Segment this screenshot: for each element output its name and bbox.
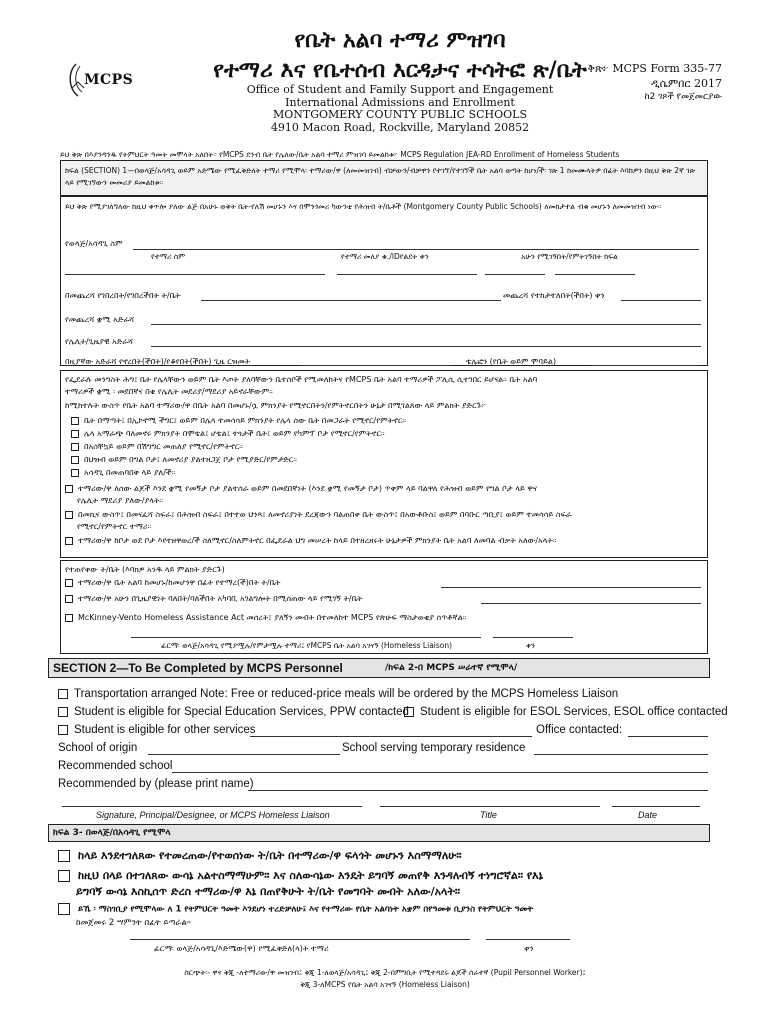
- understand-label: ይኼ ፡ ማስገቢያ የሚሞላው ለ 1 የትምህርት ዓመት እንደሆነ ተረድቻለሁ፤ እና የተማሪው የቤት አልባነት አቋም በየዓመቱ ቢያንስ የትምህርት ዓመት: [78, 904, 534, 915]
- sped-label: Student is eligible for Special Education Services, PPW contacted: [74, 706, 409, 718]
- section2-signature-label: Signature, Principal/Designee, or MCPS Homeless Liaison: [96, 810, 330, 820]
- parent-name-label: የወላጅ/አሳዳጊ ስም: [65, 239, 123, 248]
- extra-label: በመኪና ውስጥ፤ በመናፈሻ ስፍራ፤ በሕዝብ ስፍራ፤ በተተወ ህንጻ፤ ለመኖሪያነት ደረጃውን ባልጠበቀ ቤት ውስጥ፤ በአውቶቡስ፤ ወይም በባቡር ጣቢያ፤ ወይም ተመሳሳይ ስፍራ: [78, 510, 572, 519]
- situation-item[interactable]: [71, 468, 175, 478]
- situation-item[interactable]: [71, 416, 406, 426]
- section1-situations-box: [60, 370, 708, 558]
- disagree-item[interactable]: [58, 869, 543, 883]
- last-date-label: መጨረሻ የተከታተለበት(ችበት) ቀን: [503, 291, 605, 300]
- esol-label: Student is eligible for ESOL Services, ESOL office contacted: [420, 706, 728, 718]
- temp-address-field[interactable]: [151, 346, 701, 347]
- office-line: MONTGOMERY COUNTY PUBLIC SCHOOLS: [272, 108, 527, 121]
- current-school-intro: የተጠየቀው ት/ቤት (እባክዎ አንዱ ላይ ምልክት ያድርጉ): [65, 565, 225, 574]
- extra-label: ተማሪው/ዋ ከቦታ ወደ ቦታ እየተዘዋወረ/ች ስለሚኖር/ስለምትኖር በፌደራል ህግ መሠረት ከላይ በተዘረዘሩት ሁኔታዎች ምክንያት ቤት አልባ ለመባል ብቃት አለው/አላት።: [78, 536, 557, 545]
- extra-item[interactable]: [65, 510, 572, 520]
- last-date-field[interactable]: [621, 300, 701, 301]
- student-name-label: የተማሪ ስም: [151, 252, 186, 261]
- section3-date-field[interactable]: [486, 939, 570, 940]
- phone-field[interactable]: [591, 365, 701, 366]
- checkbox[interactable]: [71, 430, 79, 438]
- section2-header-box: [48, 658, 710, 678]
- section2-date-field[interactable]: [612, 806, 700, 807]
- checkbox[interactable]: [58, 903, 70, 915]
- recommended-by-field[interactable]: [248, 790, 708, 791]
- checkbox[interactable]: [65, 579, 73, 587]
- school-option-label: ተማሪው/ዋ ቤት አልባ ከመሆኑ/ከመሆንዋ በፊት የተማረ(ች)በት ት/ቤት: [78, 578, 281, 587]
- section1-header-box: [60, 160, 708, 196]
- recommended-school-field[interactable]: [172, 772, 708, 773]
- school-origin-label: School of origin: [58, 742, 138, 754]
- recommended-school-label: Recommended school: [58, 760, 173, 772]
- section2-header: SECTION 2—To Be Completed by MCPS Personnel: [53, 661, 343, 675]
- checkbox[interactable]: [71, 443, 79, 451]
- checkbox[interactable]: [58, 850, 70, 862]
- section3-signature-label: ፊርማ፡ ወላጅ/አሳዳጊ/እድሜው(ዋ) የሚፈቅድለ(ላ)ት ተማሪ: [154, 944, 329, 953]
- section2-header-am: /ክፍል 2-በ MCPS ሠራተኛ የሚሞላ/: [385, 663, 518, 673]
- duration-label: በዚያኛው አድራሻ የኖረበት(ችበት)/የቆየበት(ችበት) ጊዜ ርዝመት: [65, 357, 250, 366]
- situation-label: ቤት በማጣት፤ በኢኮኖሚ ችግር፤ ወይም በሌላ ተመሳሳይ ምክንያት የሌላ ሰው ቤት በመጋራት የሚኖር/የምትኖር።: [84, 416, 407, 425]
- situation-label: በህዝብ ወይም በግል ቦታ፤ ለመኖሪያ ያልተዘጋጀ ቦታ የሚያድር/የምታድር።: [84, 455, 298, 464]
- situation-label: ሌላ አማራጭ ባለመኖሩ ምክንያት በሞቴል፤ ሆቴል፤ ተጎታች ቤት፤ ወይም የካምፕ ቦታ የሚኖር/የምትኖር።: [84, 429, 385, 438]
- last-school-field[interactable]: [201, 300, 501, 301]
- checkbox[interactable]: [58, 707, 68, 717]
- school-temp-field[interactable]: [534, 754, 708, 755]
- school-option-label: ተማሪው/ዋ አሁን በጊዜያዊነት ባለበት/ባለችበት አካባቢ አገልግሎት በሚሰጠው ላይ የሚገኝ ት/ቤት: [78, 594, 363, 603]
- office-contacted-label: Office contacted:: [536, 724, 623, 736]
- check-intro: ከሚከተሉት ውስጥ የቤት አልባ ተማሪው/ዋ በቤት አልባ በመሆኑ/ሷ ምክንያት የሚኖርበትን/የምትኖርበትን ሁኔታ በሚገልጸው ላይ ምልክት ያድርጉ፦: [65, 401, 486, 410]
- situation-label: አሳዳጊ በመጠባበቅ ላይ ያለ/ች።: [84, 468, 176, 477]
- disagree-continued: ይግባኝ ውሳኔ እስኪሰጥ ድረስ ተማሪው/ዋ እኔ በጠየቅሁት ት/ቤት የመግባት መብት አለው/አላት።: [76, 885, 461, 898]
- transport-label: Transportation arranged Note: Free or reduced-price meals will be ordered by the MCPS Homeless Liaison: [74, 688, 619, 700]
- school-option-label: McKinney-Vento Homeless Assistance Act መሰረት፤ ያለኝን መብት በተመለከተ MCPS የጽሁፍ ማስታወቂያ ሰጥቶኛል።: [78, 613, 467, 622]
- birth-date-field[interactable]: [485, 274, 545, 275]
- school-option[interactable]: [65, 613, 466, 623]
- understand-item[interactable]: [58, 903, 533, 915]
- checkbox[interactable]: [71, 456, 79, 464]
- section1-signature-label: ፊርማ፡ ወላጅ/አሳዳጊ የሚያሟሉ/የምታሟሉ ተማሪ፤ የMCPS ቤት አልባ አገናኝ (Homeless Liaison): [161, 641, 453, 650]
- section2-title-field[interactable]: [380, 806, 600, 807]
- section1-signature-field[interactable]: [131, 637, 481, 638]
- extra-continued: የሚኖር/የምትኖር ተማሪ።: [77, 522, 152, 531]
- disagree-label: ከዚህ በላይ በተገለጸው ውሳኔ አልተስማማሁም። እና ስለውሳኔው እንዴት ይግባኝ መጠየቅ እንዳለብኝ ተነግሮኛል። የእኔ: [78, 869, 544, 882]
- office-line: International Admissions and Enrollment: [285, 95, 515, 109]
- last-school-label: በመጨረሻ የገበረበት/የገበረችበት ት/ቤት: [65, 291, 181, 300]
- section3-header: ክፍል 3- በወላጅ/በአሳዳጊ የሚሞላ: [53, 828, 171, 838]
- phone-label: ቴሌፎን (የቤት ወይም ሞባይል): [466, 357, 557, 366]
- school-origin-field[interactable]: [148, 754, 340, 755]
- school-temp-label: School serving temporary residence: [342, 742, 526, 754]
- school-option[interactable]: [65, 594, 362, 604]
- checkbox[interactable]: [71, 417, 79, 425]
- current-grade-label: አሁን የሚገኝበት/የምትገኝበት ክፍል: [521, 252, 618, 261]
- section3-header-box: [48, 824, 710, 842]
- agree-item[interactable]: [58, 849, 462, 863]
- extra-item[interactable]: [65, 484, 537, 494]
- form-number: ቅጽ፦ MCPS Form 335-77: [587, 62, 722, 75]
- mcps-logo: [58, 58, 134, 100]
- transport-item[interactable]: [58, 688, 618, 700]
- section1-header: ክፍል (SECTION) 1—በወላጅ/አሳዳጊ ወይም አድሜው የሚፈቅድለት ተማሪ የሚሞላ፡ ተማሪው/ዋ (ለመመዝገብ) ብቻውን/ብቻዋን የተገኘ/የተገኘች ቤት አልባ ወጣት ከሆነ/ች፡ ገጽ 1 ከመሙላትዎ በፊት እባክዎን በዚህ ቅጽ 2ኛ ገጽ ላይ የሚገኘውን መመሪያ ይመልከቱ።: [65, 166, 696, 187]
- intro-text: ይህ ቅጽ በእያንዳንዱ የትምህርት ዓመት መሞላት አለበት። የMCPS ደንብ ቤት የሌለው/ቤት አልባ ተማሪ ምዝገባ ይመልከቱ፦ MCPS Regulation JEA-RD Enrollment of Homeless Students: [60, 150, 620, 159]
- checkbox[interactable]: [65, 614, 73, 622]
- last-address-label: የመጨረሻ ቋሚ አድራሻ: [65, 315, 135, 324]
- situation-label: በአስቸኳይ ወይም በሽግግር መጠለያ የሚኖር/የምትኖር።: [84, 442, 244, 451]
- section1-school-box: [60, 560, 708, 654]
- office-contacted-field[interactable]: [628, 736, 708, 737]
- checkbox[interactable]: [65, 485, 73, 493]
- school-option[interactable]: [65, 578, 280, 588]
- distribution-line: ስርጭት፡- ዋና ቅጂ -ለተማሪው/ዋ መዝገብ፤ ቅጂ 1-ለወላጅ/አሳዳጊ፤ ቅጂ 2-በምግቢት የሚተዳደሩ ልጆች ሰራተኛ (Pupil Personnel Worker)፤: [184, 968, 586, 977]
- section1-fields-box: [60, 196, 708, 366]
- other-services-label: Student is eligible for other services: [74, 724, 256, 736]
- logo-text: MCPS: [84, 72, 134, 88]
- office-address: [200, 84, 600, 134]
- section3-signature-field[interactable]: [130, 939, 470, 940]
- checkbox[interactable]: [58, 725, 68, 735]
- situation-item[interactable]: [71, 455, 297, 465]
- page-subtitle: የተማሪ እና የቤተሰብ እርዳታና ተሳትፎ ጽ/ቤት: [213, 58, 587, 83]
- situation-item[interactable]: [71, 429, 385, 439]
- section1-date-label: ቀን: [526, 641, 535, 650]
- checkbox[interactable]: [71, 469, 79, 477]
- sped-item[interactable]: [58, 706, 409, 718]
- duration-field[interactable]: [301, 365, 451, 366]
- form-date: ዲሴምበር 2017: [650, 77, 722, 90]
- other-services-field[interactable]: [250, 736, 532, 737]
- section1-date-field[interactable]: [493, 637, 573, 638]
- recommended-by-label: Recommended by (please print name): [58, 778, 254, 790]
- understand-continued: ከመጀመሩ 2 ሣምንት በፊት ይጣራል።: [76, 918, 191, 928]
- form-pages: ከ2 ገጾች የመጀመርያው: [644, 92, 722, 102]
- checkbox[interactable]: [65, 595, 73, 603]
- checkbox[interactable]: [58, 689, 68, 699]
- page-title: የቤት አልባ ተማሪ ምዝገባ: [294, 28, 506, 53]
- checkbox[interactable]: [58, 870, 70, 882]
- law-text: የፌደራሉ መንግስት ሕግ፤ ቤት የሌላቸውን ወይም ቤት እጦት ያለባቸውን ቤተሰቦች የሚመለከትና የMCPS ቤት አልባ ተማሪዎች ፖሊሲ ሲተገበር ይሆናል። ቤት አልባ: [65, 375, 538, 384]
- law-text: ተማሪዎች ቋሚ ፡ መደበኛና በቂ የሌሊት መደሪያ/ማደሪያ አይኖራቸውም።: [65, 387, 273, 396]
- section2-signature-field[interactable]: [62, 806, 362, 807]
- extra-continued: የሌሊት ማደሪያ ያለው/ያላት።: [77, 496, 164, 505]
- checkbox[interactable]: [404, 707, 414, 717]
- extra-label: ተማሪው/ዋ ለሰው ልጆች እንደ ቋሚ የመኝታ ቦታ ያልተሰራ ወይም በመደበኛነት (እንደ ቋሚ የመኝታ ቦታ) ጥቅም ላይ ባልዋለ የሕዝብ ወይም የግል ቦታ ላይ ዋና: [78, 484, 538, 493]
- checkbox[interactable]: [65, 537, 73, 545]
- grade-field[interactable]: [555, 274, 635, 275]
- office-line: 4910 Macon Road, Rockville, Maryland 20852: [270, 120, 530, 134]
- school-option-field[interactable]: [441, 587, 701, 588]
- section2-date-label: Date: [638, 810, 658, 820]
- temp-address-label: የሌሊት/ጊዜያዊ አድራሻ: [65, 337, 134, 346]
- parent-name-field[interactable]: [133, 249, 699, 250]
- situation-item[interactable]: [71, 442, 243, 452]
- agree-label: ከላይ እንደተገለጸው የተመረጠው/የተወሰነው ት/ቤት በተማሪው/ዋ ፍላጎት መሆኑን እስማማለሁ።: [78, 849, 462, 862]
- eligibility-text: ይህ ቅጽ የሚያገለግለው ከዚህ ቀጥሎ ያለው ልጅ በአሁኑ ወቅት ቤት-የለሽ መሆኑን እና በሞንጎመሪ ካውንቲ የሕዝብ ት/ቤቶች (Montgomery County Public Schools) ለመከታተል ብቁ መሆኑን ለመመዝገብ ነው።: [65, 202, 662, 211]
- section2-title-label: Title: [480, 810, 497, 820]
- extra-item[interactable]: [65, 536, 557, 546]
- student-id-field[interactable]: [337, 274, 477, 275]
- distribution-line: ቅጂ 3-ለMCPS የቤት አልባ አገናኝ (Homeless Liaison): [300, 980, 470, 989]
- section3-date-label: ቀን: [524, 944, 534, 953]
- other-services-item[interactable]: [58, 724, 256, 736]
- office-line: Office of Student and Family Support and Engagement: [246, 83, 554, 96]
- last-address-field[interactable]: [151, 324, 701, 325]
- student-name-field[interactable]: [65, 274, 325, 275]
- checkbox[interactable]: [65, 511, 73, 519]
- esol-item[interactable]: [404, 706, 728, 718]
- student-id-label: የተማሪ መለያ ቁ./IDየልደት ቀን: [341, 252, 429, 261]
- school-option-field[interactable]: [481, 603, 701, 604]
